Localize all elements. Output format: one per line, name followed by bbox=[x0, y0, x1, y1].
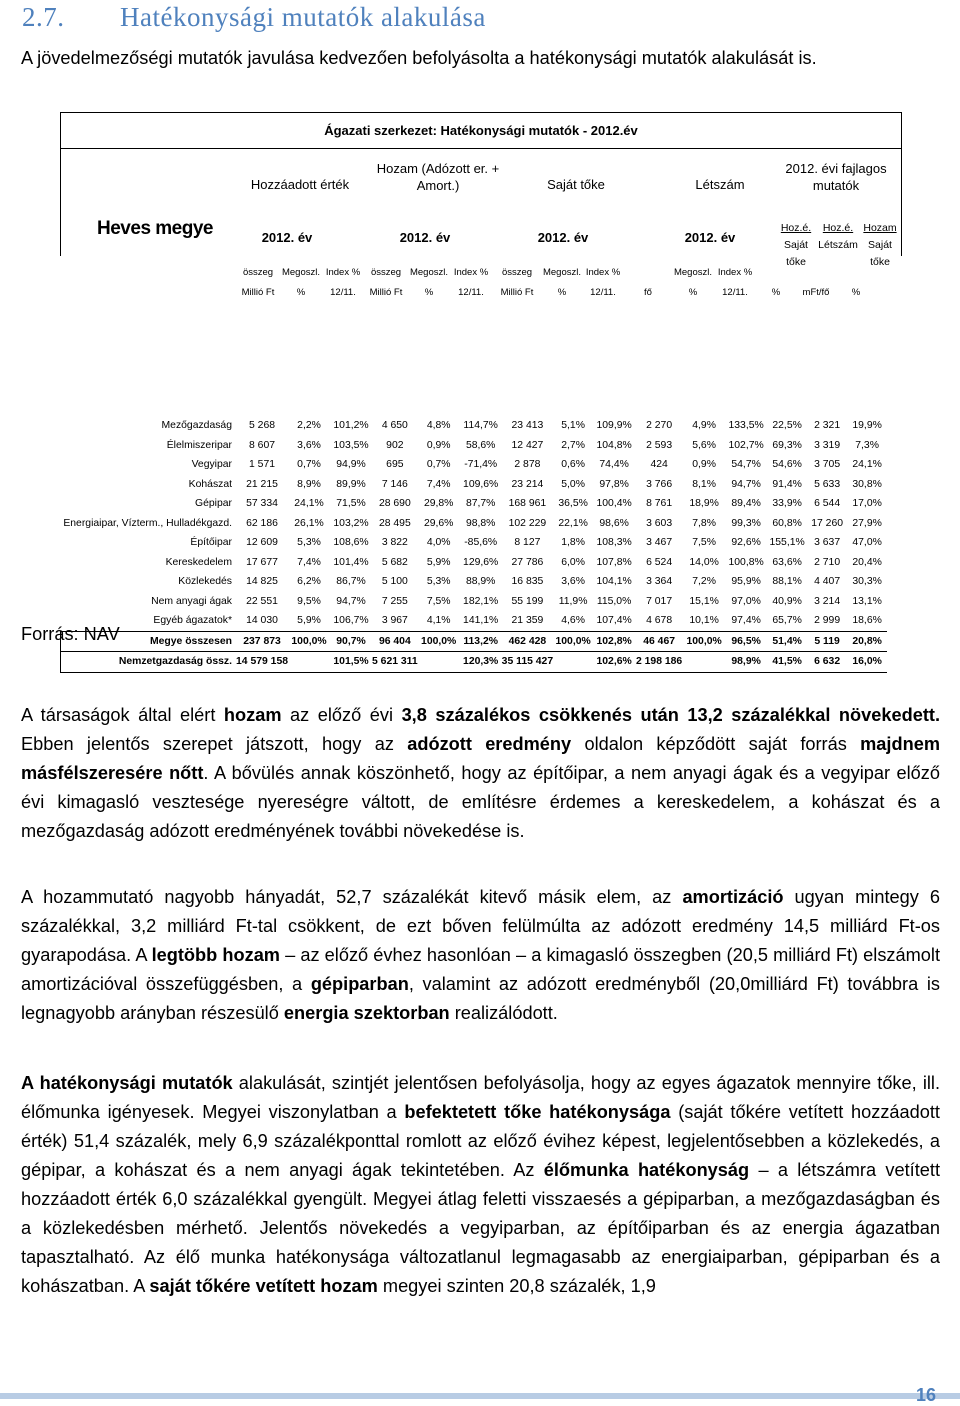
cell: 86,7% bbox=[336, 576, 366, 588]
cell: 90,7% bbox=[330, 631, 372, 652]
cell: 109,9% bbox=[596, 420, 632, 432]
cell: 24,1% bbox=[294, 498, 324, 510]
cell: 5 100 bbox=[381, 576, 408, 588]
footer-line bbox=[0, 1393, 960, 1399]
cell: 91,4% bbox=[772, 478, 802, 490]
unit-cell: % bbox=[688, 287, 698, 298]
table-row bbox=[61, 533, 888, 553]
section-title: Hatékonysági mutatók alakulása bbox=[120, 2, 486, 32]
cell: 23 214 bbox=[511, 478, 544, 490]
cell: 98,6% bbox=[599, 517, 629, 529]
cell: 8,9% bbox=[297, 478, 321, 490]
subheader-cell: összeg bbox=[501, 267, 533, 278]
cell: 29,8% bbox=[423, 498, 454, 510]
subheader-cell: Megoszl. bbox=[673, 267, 712, 278]
cell: 100,4% bbox=[596, 498, 632, 510]
cell bbox=[683, 652, 725, 673]
cell: 7,4% bbox=[297, 556, 321, 568]
cell: 97,8% bbox=[599, 478, 629, 490]
source-note: Forrás: NAV bbox=[21, 624, 120, 644]
cell: 3 603 bbox=[646, 517, 673, 529]
cell: 100,0% bbox=[288, 631, 330, 652]
subheader-cell: Index % bbox=[585, 267, 621, 278]
cell: 103,2% bbox=[333, 517, 369, 529]
ratio-1: Hoz.é. Saját tőke bbox=[780, 222, 812, 268]
cell bbox=[553, 652, 593, 673]
cell: 21 215 bbox=[246, 478, 278, 490]
table-row bbox=[61, 436, 888, 456]
cell: 16 835 bbox=[511, 576, 544, 588]
cell: 99,3% bbox=[731, 517, 761, 529]
cell: 6,2% bbox=[297, 576, 321, 588]
group-added-value: Hozzáadott érték bbox=[250, 177, 350, 192]
cell: 3 319 bbox=[814, 439, 841, 451]
cell: 27,9% bbox=[852, 517, 882, 529]
cell: 18,9% bbox=[689, 498, 719, 510]
cell: 47,0% bbox=[852, 537, 882, 549]
cell: 100,8% bbox=[728, 556, 764, 568]
unit-cell: fő bbox=[644, 287, 652, 298]
cell: 4,0% bbox=[426, 537, 451, 549]
cell: 0,9% bbox=[426, 439, 451, 451]
cell: 0,7% bbox=[426, 459, 451, 471]
row-label: Egyéb ágazatok* bbox=[153, 615, 232, 627]
table-row bbox=[61, 514, 888, 534]
subheader-cell: Megoszl. bbox=[542, 267, 581, 278]
cell: 7 146 bbox=[381, 478, 408, 490]
cell: 103,5% bbox=[333, 439, 369, 451]
cell: 133,5% bbox=[728, 420, 764, 432]
cell: 60,8% bbox=[772, 517, 802, 529]
row-label: Vegyipar bbox=[191, 459, 232, 471]
cell: -71,4% bbox=[464, 459, 498, 471]
group-ratios: 2012. évi fajlagos mutatók bbox=[785, 161, 887, 193]
cell: 4 407 bbox=[814, 576, 841, 588]
group-headcount: Létszám bbox=[695, 177, 745, 192]
cell: 115,0% bbox=[596, 595, 632, 607]
year-headcount: 2012. év bbox=[684, 230, 736, 245]
cell: 4,8% bbox=[426, 420, 451, 432]
table-row bbox=[61, 494, 888, 514]
cell: 1 571 bbox=[249, 459, 276, 471]
cell: 14,0% bbox=[689, 556, 719, 568]
cell: 5,0% bbox=[561, 478, 585, 490]
cell: 14 579 158 bbox=[236, 652, 288, 673]
cell: 14 030 bbox=[246, 615, 278, 627]
cell: 13,1% bbox=[852, 595, 882, 607]
row-label: Nemzetgazdaság össz. bbox=[61, 652, 237, 673]
cell: 3 822 bbox=[381, 537, 408, 549]
cell: 5 621 311 bbox=[372, 652, 418, 673]
cell: 12 609 bbox=[246, 537, 278, 549]
cell: 3 467 bbox=[646, 537, 673, 549]
cell: 102,6% bbox=[593, 652, 635, 673]
cell: 100,0% bbox=[683, 631, 725, 652]
section-heading bbox=[22, 2, 486, 33]
cell: 7,5% bbox=[692, 537, 716, 549]
cell: 5 682 bbox=[381, 556, 408, 568]
cell: 41,5% bbox=[767, 652, 807, 673]
cell: 27 786 bbox=[511, 556, 544, 568]
cell: 101,5% bbox=[330, 652, 372, 673]
cell: 92,6% bbox=[731, 537, 761, 549]
cell: 462 428 bbox=[502, 631, 553, 652]
cell: 3 967 bbox=[381, 615, 408, 627]
cell: 9,5% bbox=[297, 595, 321, 607]
cell: 33,9% bbox=[772, 498, 802, 510]
cell: 22,1% bbox=[558, 517, 588, 529]
cell: 6 632 bbox=[807, 652, 847, 673]
cell: 101,4% bbox=[333, 556, 369, 568]
cell: 1,8% bbox=[561, 537, 585, 549]
cell: 106,7% bbox=[333, 615, 369, 627]
cell: 7,5% bbox=[426, 595, 451, 607]
ratio-3: Hozam Saját tőke bbox=[863, 222, 897, 268]
cell: 3 364 bbox=[646, 576, 673, 588]
cell: 15,1% bbox=[689, 595, 719, 607]
cell: 109,6% bbox=[463, 478, 499, 490]
cell: 114,7% bbox=[463, 420, 498, 432]
cell: 5,1% bbox=[561, 420, 585, 432]
cell: 89,9% bbox=[336, 478, 366, 490]
cell: 2 878 bbox=[514, 459, 541, 471]
cell: 2 321 bbox=[814, 420, 841, 432]
cell: 98,8% bbox=[465, 517, 496, 529]
cell: 17 677 bbox=[246, 556, 278, 568]
year-equity: 2012. év bbox=[537, 230, 589, 245]
subheader-cell: Megoszl. bbox=[409, 267, 448, 278]
cell: 120,3% bbox=[460, 652, 502, 673]
cell: 4 678 bbox=[646, 615, 673, 627]
cell: 100,0% bbox=[553, 631, 593, 652]
unit-cell: Millió Ft bbox=[369, 287, 403, 298]
cell: 94,7% bbox=[336, 595, 366, 607]
cell: 7,4% bbox=[426, 478, 451, 490]
row-label: Gépipar bbox=[195, 498, 232, 510]
cell: 97,4% bbox=[731, 615, 761, 627]
row-label: Nem anyagi ágak bbox=[151, 595, 232, 607]
cell: 96,5% bbox=[725, 631, 767, 652]
cell: 0,7% bbox=[297, 459, 321, 471]
cell: 8 607 bbox=[249, 439, 276, 451]
cell: 63,6% bbox=[772, 556, 802, 568]
cell: 20,8% bbox=[847, 631, 887, 652]
cell bbox=[418, 652, 460, 673]
row-label: Kereskedelem bbox=[165, 556, 232, 568]
cell: 29,6% bbox=[423, 517, 454, 529]
cell: 5,9% bbox=[297, 615, 321, 627]
unit-cell: % bbox=[296, 287, 306, 298]
cell: 95,9% bbox=[731, 576, 761, 588]
table-row bbox=[61, 455, 888, 475]
cell: 16,0% bbox=[847, 652, 887, 673]
cell: 155,1% bbox=[769, 537, 805, 549]
row-label: Építőipar bbox=[190, 537, 232, 549]
cell: 5 119 bbox=[807, 631, 847, 652]
cell: 23 413 bbox=[511, 420, 544, 432]
cell: 6,0% bbox=[561, 556, 585, 568]
cell: 104,1% bbox=[596, 576, 632, 588]
cell: 3 214 bbox=[814, 595, 841, 607]
cell: 71,5% bbox=[336, 498, 366, 510]
cell: 22,5% bbox=[772, 420, 802, 432]
cell: 19,9% bbox=[852, 420, 882, 432]
cell: 7 017 bbox=[646, 595, 673, 607]
cell: 88,1% bbox=[772, 576, 802, 588]
summary-row bbox=[61, 652, 888, 673]
cell: 26,1% bbox=[294, 517, 324, 529]
cell: 51,4% bbox=[767, 631, 807, 652]
cell: 102 229 bbox=[508, 517, 547, 529]
cell: 424 bbox=[650, 459, 668, 471]
cell: 108,6% bbox=[333, 537, 369, 549]
unit-cell: 12/11. bbox=[590, 287, 616, 298]
cell: 18,6% bbox=[852, 615, 882, 627]
cell: 5,9% bbox=[426, 556, 451, 568]
group-yield: Hozam (Adózott er. + Amort.) bbox=[376, 161, 500, 193]
cell: 22 551 bbox=[246, 595, 278, 607]
cell: 107,8% bbox=[596, 556, 632, 568]
subheader-cell: összeg bbox=[242, 267, 274, 278]
row-label: Élelmiszeripar bbox=[166, 439, 232, 451]
paragraph-3: A hatékonysági mutatók alakulását, szintjét jelentősen befolyásolja, hogy az egyes ágazatok mennyire tőke, ill. élőmunka igényesek. Megyei viszonylatban a befektetett tőke hatékonysága (saját tőkére vetített hozzáadott érték) 51,4 százalék, mely 6,9 százalékponttal romlott az előző évihez képest, legjelentősebben a közlekedés, a gépipar, a kohászat és a nem anyagi ágak tekintetében. Az élőmunka hatékonyság – a létszámra vetített hozzáadott érték 6,0 százalékkal gyengült. Megyei átlag feletti visszaesés a gépiparban, a mezőgazdaságban és a közlekedésben mérhető. Jelentős növekedés a vegyiparban, az építőiparban és az energia ágazatban tapasztalható. Az élő munka hatékonysága változatlanul legmagasabb az energiaiparban, gépiparban és a kohászatban. A saját tőkére vetített hozam megyei szinten 20,8 százalék, 1,9 bbox=[21, 1073, 940, 1296]
cell: 5,6% bbox=[692, 439, 716, 451]
cell: 10,1% bbox=[689, 615, 719, 627]
subheader-cell: Index % bbox=[453, 267, 489, 278]
cell: 100,0% bbox=[418, 631, 460, 652]
cell: 695 bbox=[386, 459, 404, 471]
unit-cell: 12/11. bbox=[722, 287, 748, 298]
page-number: 16 bbox=[915, 1385, 936, 1405]
table-row bbox=[61, 553, 888, 573]
cell: 4,9% bbox=[692, 420, 716, 432]
cell: 30,3% bbox=[852, 576, 882, 588]
cell: 2 710 bbox=[814, 556, 841, 568]
cell: 7,8% bbox=[692, 517, 716, 529]
year-added-value: 2012. év bbox=[261, 230, 313, 245]
cell: 104,8% bbox=[596, 439, 632, 451]
cell: 5,3% bbox=[426, 576, 451, 588]
ratio-2: Hoz.é. Létszám bbox=[818, 222, 858, 251]
cell: 5 633 bbox=[814, 478, 841, 490]
cell: 2 593 bbox=[646, 439, 673, 451]
unit-cell: % bbox=[557, 287, 567, 298]
cell: 4,1% bbox=[426, 615, 451, 627]
cell: 113,2% bbox=[460, 631, 502, 652]
cell: 7,3% bbox=[855, 439, 879, 451]
table-row bbox=[61, 592, 888, 612]
cell: 88,9% bbox=[465, 576, 496, 588]
cell: 46 467 bbox=[635, 631, 683, 652]
cell: 94,7% bbox=[731, 478, 761, 490]
cell: 89,4% bbox=[731, 498, 761, 510]
cell: 12 427 bbox=[511, 439, 544, 451]
cell: 3 705 bbox=[814, 459, 841, 471]
cell: 237 873 bbox=[236, 631, 288, 652]
cell: 2 270 bbox=[646, 420, 673, 432]
cell: 8 127 bbox=[514, 537, 541, 549]
cell: 8 761 bbox=[646, 498, 673, 510]
cell: 2,2% bbox=[297, 420, 321, 432]
subheader-cell: összeg bbox=[370, 267, 402, 278]
cell: 28 690 bbox=[378, 498, 411, 510]
unit-cell: 12/11. bbox=[458, 287, 484, 298]
cell: 57 334 bbox=[246, 498, 278, 510]
county-label: Heves megye bbox=[97, 218, 213, 239]
cell: 24,1% bbox=[852, 459, 882, 471]
cell: 3 637 bbox=[814, 537, 841, 549]
cell: 97,0% bbox=[731, 595, 761, 607]
cell: 4,6% bbox=[561, 615, 585, 627]
paragraph-1: A társaságok által elért hozam az előző évi 3,8 százalékos csökkenés után 13,2 százalékkal növekedett. Ebben jelentős szerepet játszott, hogy az adózott eredmény oldalon képződött saját forrás majdnem másfélszeresére nőtt. A bővülés annak köszönhető, hogy az építőipar, a nem anyagi ágak és a vegyipar előző évi kimagasló vesztesége nyereségre váltott, de említésre érdemes a kereskedelem, a kohászat és a mezőgazdaság adózott eredményének további növekedése is. bbox=[21, 705, 941, 841]
table-row bbox=[61, 416, 888, 436]
cell: 35 115 427 bbox=[502, 652, 553, 673]
row-label: Közlekedés bbox=[178, 576, 232, 588]
cell: 11,9% bbox=[558, 595, 588, 607]
cell: 17,0% bbox=[852, 498, 882, 510]
unit-cell: % bbox=[424, 287, 434, 298]
row-label: Kohászat bbox=[188, 478, 232, 490]
cell: 7 255 bbox=[381, 595, 408, 607]
cell: 30,8% bbox=[852, 478, 882, 490]
cell: 3,6% bbox=[561, 576, 585, 588]
cell bbox=[288, 652, 330, 673]
cell: 54,6% bbox=[772, 459, 802, 471]
cell: 55 199 bbox=[511, 595, 544, 607]
cell: 62 186 bbox=[246, 517, 278, 529]
row-label: Mezőgazdaság bbox=[161, 420, 232, 432]
cell: 129,6% bbox=[463, 556, 499, 568]
cell: -85,6% bbox=[464, 537, 498, 549]
cell: 21 359 bbox=[511, 615, 544, 627]
table-row bbox=[61, 572, 888, 592]
cell: 7,2% bbox=[692, 576, 716, 588]
subheader-cell: Megoszl. bbox=[281, 267, 320, 278]
cell: 40,9% bbox=[772, 595, 802, 607]
cell: 74,4% bbox=[599, 459, 629, 471]
cell: 54,7% bbox=[731, 459, 761, 471]
cell: 6 524 bbox=[646, 556, 673, 568]
cell: 182,1% bbox=[463, 595, 499, 607]
cell: 102,8% bbox=[593, 631, 635, 652]
year-yield: 2012. év bbox=[399, 230, 451, 245]
cell: 107,4% bbox=[596, 615, 632, 627]
cell: 2,7% bbox=[561, 439, 585, 451]
cell: 28 495 bbox=[378, 517, 411, 529]
cell: 0,6% bbox=[561, 459, 585, 471]
cell: 20,4% bbox=[852, 556, 882, 568]
cell: 65,7% bbox=[772, 615, 802, 627]
group-equity: Saját tőke bbox=[547, 177, 605, 192]
cell: 14 825 bbox=[246, 576, 278, 588]
cell: 2 999 bbox=[814, 615, 841, 627]
cell: 58,6% bbox=[465, 439, 496, 451]
cell: 94,9% bbox=[336, 459, 366, 471]
cell: 141,1% bbox=[463, 615, 499, 627]
cell: 17 260 bbox=[811, 517, 843, 529]
cell: 6 544 bbox=[814, 498, 841, 510]
cell: 36,5% bbox=[558, 498, 588, 510]
cell: 3,6% bbox=[297, 439, 321, 451]
table-row bbox=[61, 475, 888, 495]
unit-cell: % bbox=[771, 287, 781, 298]
intro-paragraph: A jövedelmezőségi mutatók javulása kedvezően befolyásolta a hatékonysági mutatók alakulását is. bbox=[21, 48, 817, 68]
cell: 168 961 bbox=[508, 498, 547, 510]
cell: 5 268 bbox=[249, 420, 276, 432]
cell: 98,9% bbox=[725, 652, 767, 673]
unit-cell: Millió Ft bbox=[241, 287, 275, 298]
cell: 0,9% bbox=[692, 459, 716, 471]
row-label: Megye összesen bbox=[61, 631, 237, 652]
table-title: Ágazati szerkezet: Hatékonysági mutatók - 2012.év bbox=[60, 112, 902, 148]
cell: 5,3% bbox=[297, 537, 321, 549]
cell: 902 bbox=[386, 439, 404, 451]
cell: 101,2% bbox=[333, 420, 369, 432]
row-label: Energiaipar, Vízterm., Hulladékgazd. bbox=[63, 517, 232, 529]
cell: 8,1% bbox=[692, 478, 716, 490]
cell: 102,7% bbox=[728, 439, 764, 451]
cell: 3 766 bbox=[646, 478, 673, 490]
cell: 2 198 186 bbox=[635, 652, 683, 673]
subheader-cell: Index % bbox=[717, 267, 753, 278]
cell: 4 650 bbox=[381, 420, 408, 432]
cell: 96 404 bbox=[372, 631, 418, 652]
cell: 87,7% bbox=[465, 498, 496, 510]
unit-cell: % bbox=[851, 287, 861, 298]
section-number: 2.7. bbox=[22, 2, 65, 32]
unit-cell: mFt/fő bbox=[802, 287, 830, 298]
paragraph-2: A hozammutató nagyobb hányadát, 52,7 százalékát kitevő másik elem, az amortizáció ugyan mintegy 6 százalékkal, 3,2 milliárd Ft-tal csökkent, de ezt bőven felülmúlta az adózott eredmény 14,5 milliárd Ft-os gyarapodása. A legtöbb hozam – az előző évhez hasonlóan – a kimagasló összegben (20,5 milliárd Ft) elszámolt amortizációval összefüggésben, a gépiparban, valamint az adózott eredményből (20,0milliárd Ft) továbbra is legnagyobb arányban részesülő energia szektorban realizálódott. bbox=[21, 887, 940, 1023]
cell: 108,3% bbox=[596, 537, 632, 549]
subheader-cell: Index % bbox=[325, 267, 361, 278]
unit-cell: 12/11. bbox=[330, 287, 356, 298]
unit-cell: Millió Ft bbox=[500, 287, 534, 298]
cell: 69,3% bbox=[772, 439, 802, 451]
